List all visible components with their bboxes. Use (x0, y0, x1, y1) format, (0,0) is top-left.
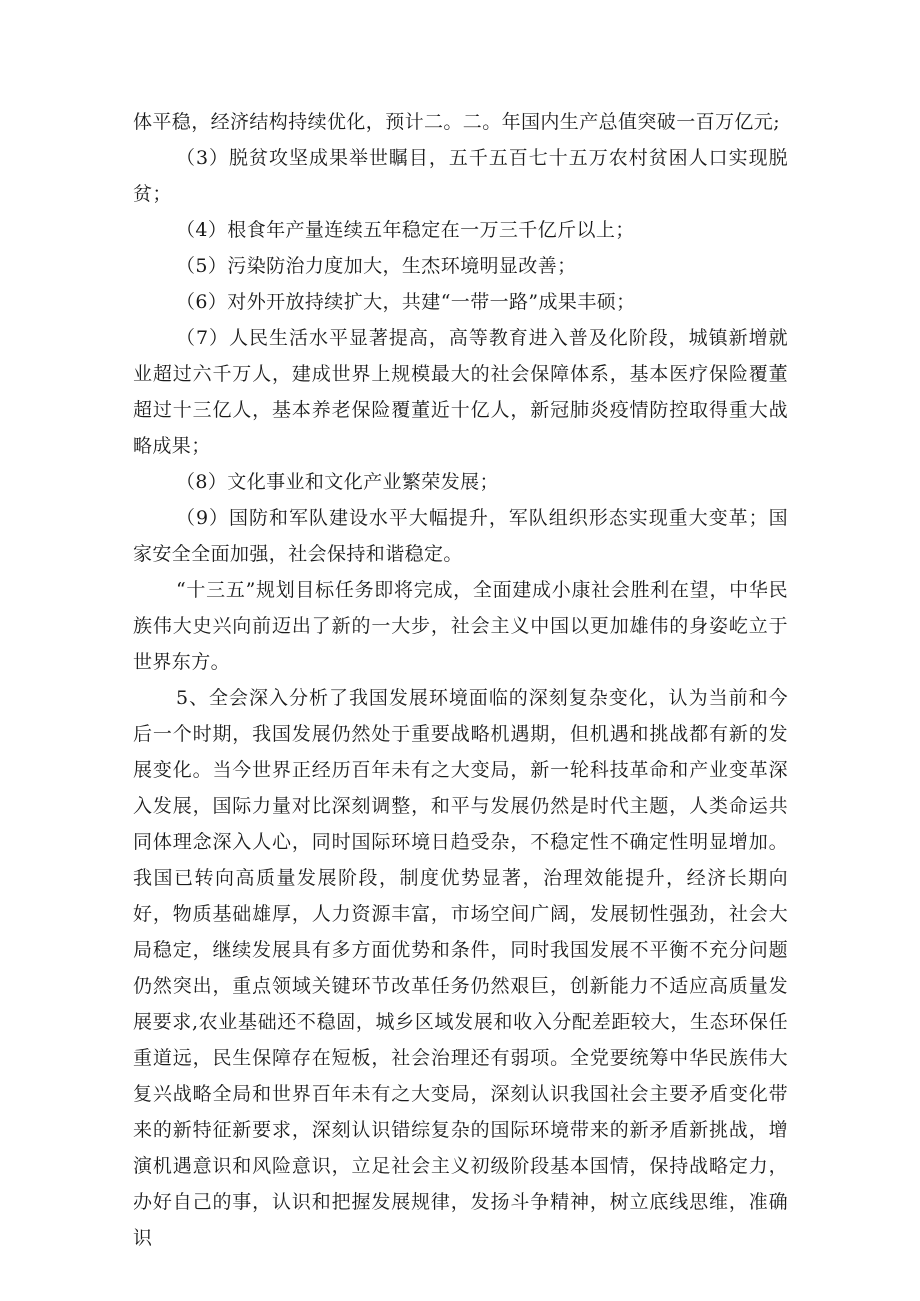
document-body (133, 104, 788, 1256)
paragraph-item-5: （5）污染防治力度加大，生杰环境明显改善； (176, 255, 577, 277)
paragraph-section-5: 5、全会深入分析了我国发展环境面临的深刻复杂变化，认为当前和今后一个时期，我国发展仍然处于重要战略机遇期，但机遇和挑战都有新的发展变化。当今世界正经历百年未有之大变局，新一轮科技革命和产业变革深入发展，国际力量对比深刻调整，和平与发展仍然是时代主题，人类命运共同体理念深入人心，同时国际环境日趋受杂，不稳定性不确定性明显增加。我国已转向高质量发展阶段，制度优势显著，治理效能提升，经济长期向好，物质基础雄厚，人力资源丰富，市场空间广阔，发展韧性强劲，社会大局稳定，继续发展具有多方面优势和条件，同时我国发展不平衡不充分问题仍然突出，重点领域关键环节改革任务仍然艰巨，创新能力不适应高质量发展要求,农业基础还不稳固，城乡区域发展和收入分配差距较大，生态环保任重道远，民生保障存在短板，社会治理还有弱项。全党要统筹中华民族伟大复兴战略全局和世界百年未有之大变局，深刻认识我国社会主要矛盾变化带来的新特征新要求，深刻认识错综复杂的国际环境带来的新矛盾新挑战，增演机遇意识和风险意识，立足社会主义初级阶段基本国情，保持战略定力，办好自己的事，认识和把握发展规律，发扬斗争精神，树立底线思维，准确识 (133, 687, 788, 1249)
paragraph-item-4: （4）根食年产量连续五年稳定在一万三千亿斤以上； (176, 219, 635, 241)
paragraph-item-8: （8）文化事业和文化产业繁荣发展； (176, 471, 499, 493)
paragraph-summary: “十三五”规划目标任务即将完成，全面建成小康社会胜利在望，中华民族伟大史兴向前迈出了新的一大步，社会主义中国以更加雄伟的身姿屹立于世界东方。 (133, 579, 788, 673)
paragraph-item-9: （9）国防和军队建设水平大幅提升，军队组织形态实现重大变革；国家安全全面加强，社会保持和谐稳定。 (133, 507, 788, 565)
paragraph-continuation: 体平稳，经济结构持续优化，预计二。二。年国内生产总值突破一百万亿元; (133, 111, 781, 133)
paragraph-item-7: （7）人民生活水平显著提高，高等教育进入普及化阶段，城镇新增就业超过六千万人，建成世界上规模最大的社会保障体系，基本医疗保险覆董超过十三亿人，基本养老保险覆董近十亿人，新冠肺炎疫情防控取得重大战略成果； (133, 327, 788, 457)
paragraph-item-6: （6）对外开放持续扩大，共建“一带一路”成果丰硕； (176, 291, 636, 313)
paragraph-item-3: （3）脱贫攻坚成果举世瞩目，五千五百七十五万农村贫困人口实现脱贫； (133, 147, 788, 205)
